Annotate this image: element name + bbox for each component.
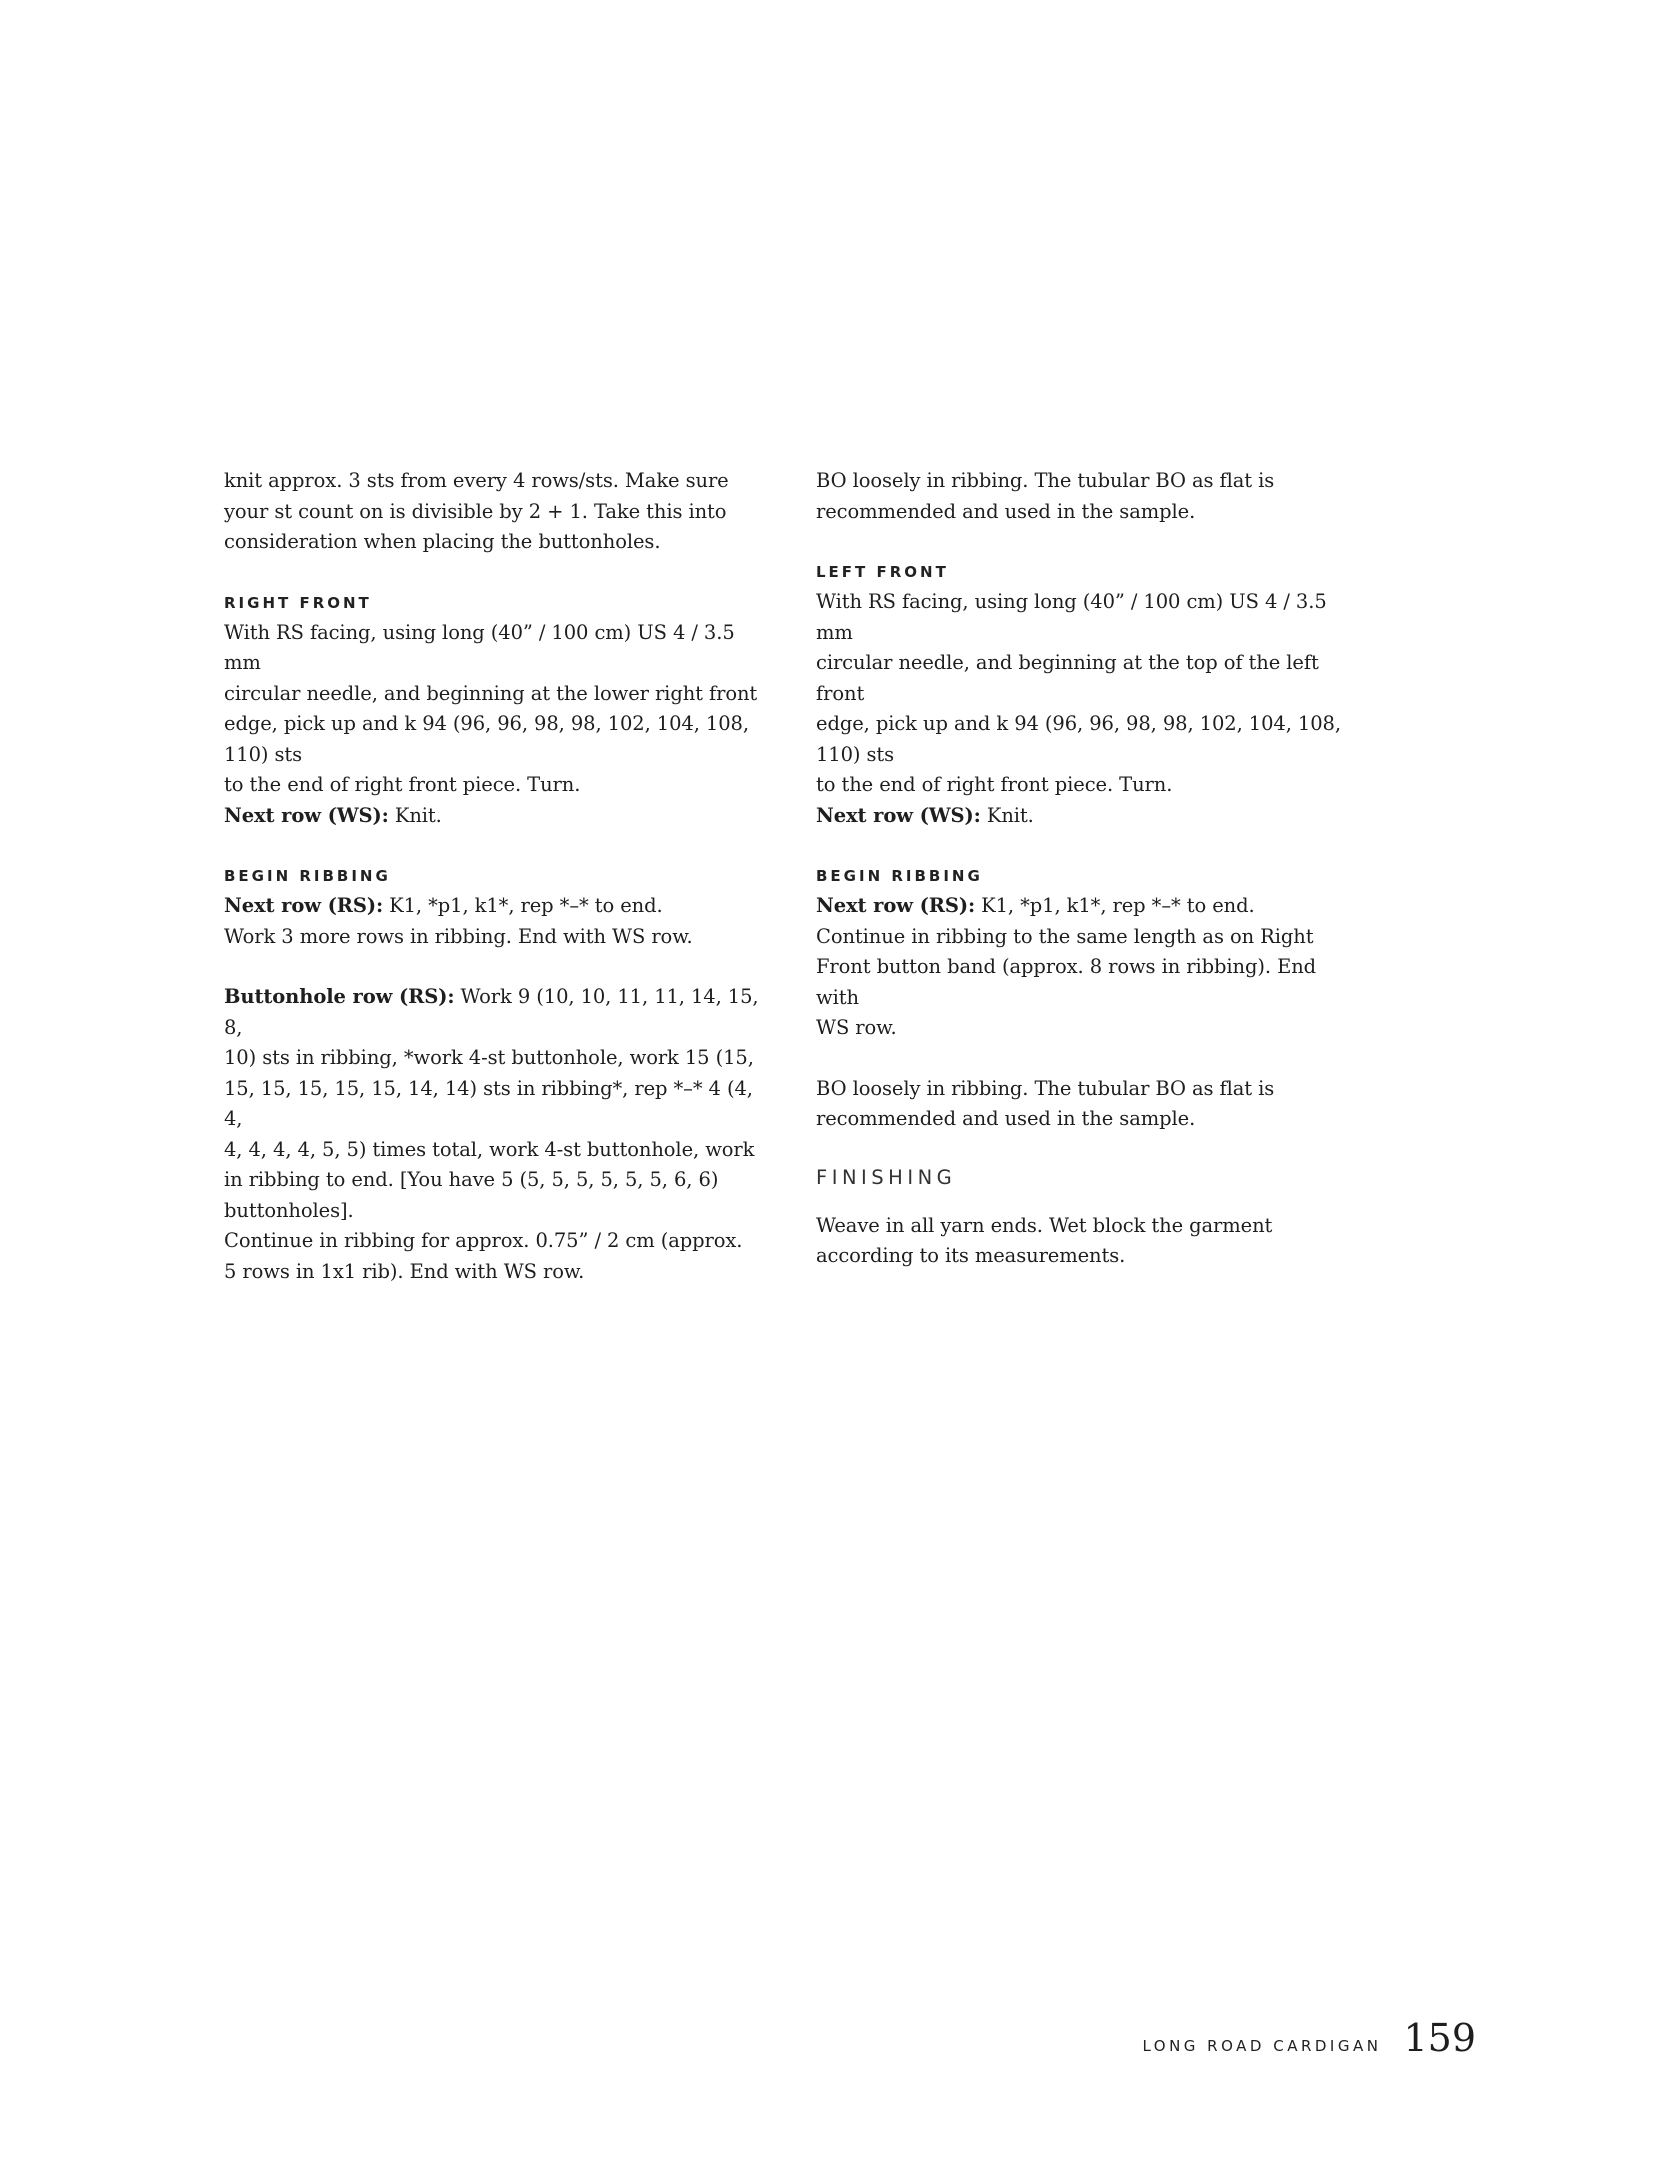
right-front-next-row	[224, 801, 769, 832]
left-front-line: to the end of right front piece. Turn.	[816, 773, 1173, 796]
buttonhole-line: Continue in ribbing for approx. 0.75” / 2 cm (approx.	[224, 1229, 743, 1252]
right-front-line: circular needle, and beginning at the lower right front	[224, 681, 758, 705]
buttonhole-line: in ribbing to end. [You have 5 (5, 5, 5, 5, 5, 5, 6, 6)	[224, 1168, 719, 1191]
intro-line: your st count on is divisible by 2 + 1. Take this into	[224, 499, 727, 523]
buttonhole-line: 4, 4, 4, 4, 5, 5) times total, work 4-st buttonhole, work	[224, 1137, 755, 1161]
buttonhole-text: Work 9 (10, 10, 11, 11, 14, 15, 8,	[224, 985, 759, 1039]
ribbing-line: Continue in ribbing to the same length as on Right	[816, 924, 1314, 948]
ribbing-line: Front button band (approx. 8 rows in ribbing). End with	[816, 955, 1317, 1009]
right-column	[816, 466, 1361, 1272]
begin-ribbing-heading: BEGIN RIBBING	[224, 867, 391, 885]
next-row-label: Next row (RS):	[224, 894, 384, 917]
right-front-line: edge, pick up and k 94 (96, 96, 98, 98, 102, 104, 108, 110) sts	[224, 712, 749, 766]
right-front-heading: RIGHT FRONT	[224, 593, 372, 612]
page-number: 159	[1403, 2016, 1476, 2060]
bind-off-line: BO loosely in ribbing. The tubular BO as flat is	[816, 1076, 1275, 1100]
next-row-text: Knit.	[388, 803, 442, 827]
page-footer	[1142, 2016, 1476, 2060]
left-front-next-row	[816, 801, 1361, 832]
buttonhole-line: 15, 15, 15, 15, 15, 14, 14) sts in ribbing*, rep *–* 4 (4, 4,	[224, 1076, 753, 1130]
begin-ribbing-heading: BEGIN RIBBING	[816, 867, 983, 885]
footer-title: LONG ROAD CARDIGAN	[1142, 2037, 1382, 2055]
buttonhole-line: 10) sts in ribbing, *work 4-st buttonhole, work 15 (15,	[224, 1046, 754, 1069]
left-front-heading: LEFT FRONT	[816, 563, 949, 581]
next-row-text: K1, *p1, k1*, rep *–* to end.	[383, 894, 663, 917]
bind-off-line: recommended and used in the sample.	[816, 1107, 1196, 1130]
next-row-text: K1, *p1, k1*, rep *–* to end.	[975, 894, 1255, 917]
buttonhole-label: Buttonhole row (RS):	[224, 985, 455, 1008]
left-front-line: edge, pick up and k 94 (96, 96, 98, 98, 102, 104, 108, 110) sts	[816, 712, 1341, 766]
right-front-line: With RS facing, using long (40” / 100 cm) US 4 / 3.5 mm	[224, 620, 735, 674]
next-row-text: Knit.	[980, 803, 1034, 827]
intro-line: knit approx. 3 sts from every 4 rows/sts. Make sure	[224, 469, 729, 492]
ribbing-line: Work 3 more rows in ribbing. End with WS row.	[224, 924, 693, 948]
buttonhole-line: 5 rows in 1x1 rib). End with WS row.	[224, 1259, 585, 1283]
left-front-line: With RS facing, using long (40” / 100 cm) US 4 / 3.5 mm	[816, 590, 1327, 644]
left-front-line: circular needle, and beginning at the top of the left front	[816, 651, 1319, 705]
intro-line: consideration when placing the buttonholes.	[224, 530, 661, 553]
next-row-label: Next row (RS):	[816, 894, 976, 917]
ribbing-line: WS row.	[816, 1016, 897, 1039]
ribbing-next-row	[816, 891, 1361, 922]
next-row-label: Next row (WS):	[816, 803, 981, 827]
buttonhole-line: buttonholes].	[224, 1198, 354, 1222]
right-front-line: to the end of right front piece. Turn.	[224, 773, 581, 796]
bind-off-line: BO loosely in ribbing. The tubular BO as flat is	[816, 469, 1275, 492]
finishing-heading: FINISHING	[816, 1165, 957, 1189]
left-column	[224, 466, 769, 1287]
ribbing-next-row	[224, 891, 769, 922]
next-row-label: Next row (WS):	[224, 803, 389, 827]
finishing-line: Weave in all yarn ends. Wet block the garment	[816, 1213, 1273, 1237]
bind-off-line: recommended and used in the sample.	[816, 499, 1196, 523]
buttonhole-row	[224, 982, 769, 1043]
finishing-line: according to its measurements.	[816, 1244, 1126, 1267]
